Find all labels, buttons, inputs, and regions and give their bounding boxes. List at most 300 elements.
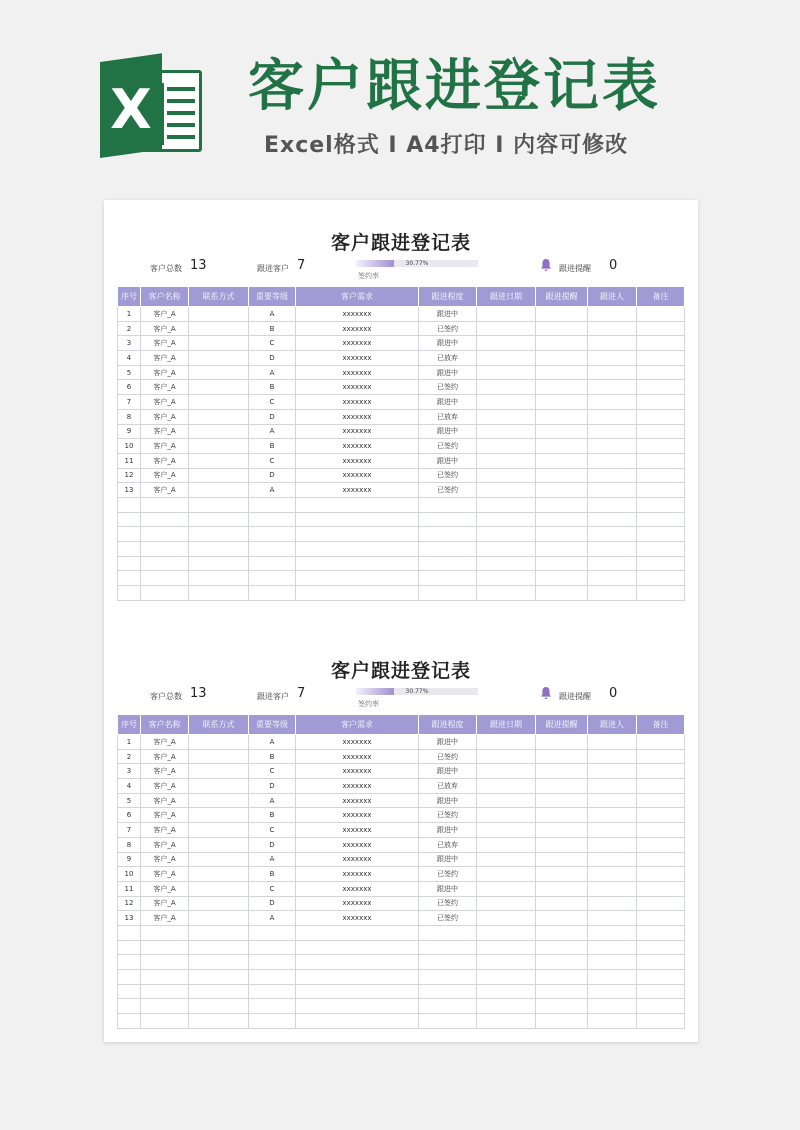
cell-col-remark[interactable] bbox=[637, 749, 685, 764]
cell-col-reminder[interactable] bbox=[536, 424, 588, 439]
cell-col-contact[interactable] bbox=[189, 749, 249, 764]
cell-col-index[interactable]: 4 bbox=[118, 351, 141, 366]
cell-col-progress[interactable]: 已签约 bbox=[419, 808, 477, 823]
cell-col-requirement[interactable] bbox=[296, 497, 419, 512]
cell-col-reminder[interactable] bbox=[536, 380, 588, 395]
cell-col-index[interactable] bbox=[118, 556, 141, 571]
cell-col-priority[interactable] bbox=[249, 940, 296, 955]
cell-col-priority[interactable]: C bbox=[249, 336, 296, 351]
cell-col-contact[interactable] bbox=[189, 999, 249, 1014]
cell-col-index[interactable]: 7 bbox=[118, 395, 141, 410]
cell-col-owner[interactable] bbox=[588, 823, 637, 838]
cell-col-owner[interactable] bbox=[588, 808, 637, 823]
cell-col-customer-name[interactable]: 客户_A bbox=[141, 380, 189, 395]
cell-col-remark[interactable] bbox=[637, 453, 685, 468]
cell-col-priority[interactable] bbox=[249, 970, 296, 985]
cell-col-index[interactable] bbox=[118, 970, 141, 985]
cell-col-reminder[interactable] bbox=[536, 735, 588, 750]
cell-col-date[interactable] bbox=[477, 970, 536, 985]
cell-col-owner[interactable] bbox=[588, 483, 637, 498]
cell-col-contact[interactable] bbox=[189, 970, 249, 985]
cell-col-remark[interactable] bbox=[637, 336, 685, 351]
cell-col-requirement[interactable]: xxxxxxx bbox=[296, 837, 419, 852]
cell-col-reminder[interactable] bbox=[536, 911, 588, 926]
cell-col-owner[interactable] bbox=[588, 351, 637, 366]
cell-col-priority[interactable]: A bbox=[249, 911, 296, 926]
cell-col-priority[interactable]: B bbox=[249, 380, 296, 395]
cell-col-priority[interactable]: A bbox=[249, 365, 296, 380]
cell-col-requirement[interactable]: xxxxxxx bbox=[296, 336, 419, 351]
cell-col-requirement[interactable]: xxxxxxx bbox=[296, 749, 419, 764]
cell-col-progress[interactable] bbox=[419, 999, 477, 1014]
cell-col-index[interactable]: 11 bbox=[118, 881, 141, 896]
cell-col-requirement[interactable]: xxxxxxx bbox=[296, 793, 419, 808]
cell-col-contact[interactable] bbox=[189, 984, 249, 999]
cell-col-requirement[interactable]: xxxxxxx bbox=[296, 867, 419, 882]
cell-col-progress[interactable]: 已放弃 bbox=[419, 351, 477, 366]
cell-col-priority[interactable] bbox=[249, 955, 296, 970]
cell-col-owner[interactable] bbox=[588, 749, 637, 764]
cell-col-index[interactable] bbox=[118, 527, 141, 542]
cell-col-remark[interactable] bbox=[637, 409, 685, 424]
cell-col-progress[interactable]: 已放弃 bbox=[419, 837, 477, 852]
cell-col-owner[interactable] bbox=[588, 542, 637, 557]
cell-col-date[interactable] bbox=[477, 424, 536, 439]
cell-col-index[interactable]: 1 bbox=[118, 735, 141, 750]
cell-col-owner[interactable] bbox=[588, 896, 637, 911]
cell-col-contact[interactable] bbox=[189, 586, 249, 601]
cell-col-progress[interactable]: 跟进中 bbox=[419, 764, 477, 779]
cell-col-requirement[interactable] bbox=[296, 512, 419, 527]
cell-col-remark[interactable] bbox=[637, 911, 685, 926]
cell-col-date[interactable] bbox=[477, 365, 536, 380]
cell-col-reminder[interactable] bbox=[536, 852, 588, 867]
cell-col-index[interactable]: 11 bbox=[118, 453, 141, 468]
cell-col-contact[interactable] bbox=[189, 439, 249, 454]
cell-col-progress[interactable]: 跟进中 bbox=[419, 336, 477, 351]
cell-col-requirement[interactable] bbox=[296, 527, 419, 542]
cell-col-contact[interactable] bbox=[189, 512, 249, 527]
cell-col-index[interactable] bbox=[118, 586, 141, 601]
cell-col-progress[interactable] bbox=[419, 497, 477, 512]
cell-col-priority[interactable]: C bbox=[249, 395, 296, 410]
cell-col-requirement[interactable]: xxxxxxx bbox=[296, 779, 419, 794]
cell-col-date[interactable] bbox=[477, 735, 536, 750]
cell-col-remark[interactable] bbox=[637, 542, 685, 557]
cell-col-reminder[interactable] bbox=[536, 351, 588, 366]
cell-col-index[interactable]: 2 bbox=[118, 749, 141, 764]
cell-col-date[interactable] bbox=[477, 808, 536, 823]
cell-col-remark[interactable] bbox=[637, 1014, 685, 1029]
cell-col-customer-name[interactable] bbox=[141, 940, 189, 955]
cell-col-priority[interactable]: D bbox=[249, 837, 296, 852]
cell-col-reminder[interactable] bbox=[536, 837, 588, 852]
cell-col-date[interactable] bbox=[477, 439, 536, 454]
cell-col-date[interactable] bbox=[477, 852, 536, 867]
cell-col-progress[interactable]: 跟进中 bbox=[419, 793, 477, 808]
cell-col-requirement[interactable] bbox=[296, 970, 419, 985]
cell-col-index[interactable]: 5 bbox=[118, 793, 141, 808]
cell-col-customer-name[interactable]: 客户_A bbox=[141, 793, 189, 808]
cell-col-reminder[interactable] bbox=[536, 395, 588, 410]
cell-col-reminder[interactable] bbox=[536, 779, 588, 794]
cell-col-progress[interactable] bbox=[419, 571, 477, 586]
cell-col-reminder[interactable] bbox=[536, 881, 588, 896]
cell-col-progress[interactable]: 已签约 bbox=[419, 483, 477, 498]
cell-col-owner[interactable] bbox=[588, 999, 637, 1014]
cell-col-progress[interactable]: 跟进中 bbox=[419, 395, 477, 410]
cell-col-index[interactable]: 5 bbox=[118, 365, 141, 380]
cell-col-requirement[interactable]: xxxxxxx bbox=[296, 735, 419, 750]
cell-col-reminder[interactable] bbox=[536, 512, 588, 527]
cell-col-contact[interactable] bbox=[189, 424, 249, 439]
cell-col-date[interactable] bbox=[477, 380, 536, 395]
cell-col-remark[interactable] bbox=[637, 380, 685, 395]
cell-col-owner[interactable] bbox=[588, 955, 637, 970]
cell-col-priority[interactable]: C bbox=[249, 823, 296, 838]
cell-col-requirement[interactable]: xxxxxxx bbox=[296, 351, 419, 366]
cell-col-date[interactable] bbox=[477, 999, 536, 1014]
cell-col-contact[interactable] bbox=[189, 940, 249, 955]
cell-col-date[interactable] bbox=[477, 925, 536, 940]
cell-col-priority[interactable] bbox=[249, 497, 296, 512]
cell-col-customer-name[interactable]: 客户_A bbox=[141, 911, 189, 926]
cell-col-reminder[interactable] bbox=[536, 984, 588, 999]
cell-col-date[interactable] bbox=[477, 749, 536, 764]
cell-col-progress[interactable]: 已放弃 bbox=[419, 779, 477, 794]
cell-col-remark[interactable] bbox=[637, 365, 685, 380]
cell-col-customer-name[interactable] bbox=[141, 955, 189, 970]
cell-col-index[interactable]: 6 bbox=[118, 808, 141, 823]
cell-col-contact[interactable] bbox=[189, 955, 249, 970]
cell-col-customer-name[interactable]: 客户_A bbox=[141, 468, 189, 483]
cell-col-progress[interactable] bbox=[419, 955, 477, 970]
cell-col-priority[interactable]: D bbox=[249, 896, 296, 911]
cell-col-remark[interactable] bbox=[637, 896, 685, 911]
cell-col-contact[interactable] bbox=[189, 925, 249, 940]
cell-col-priority[interactable]: D bbox=[249, 779, 296, 794]
cell-col-date[interactable] bbox=[477, 336, 536, 351]
cell-col-remark[interactable] bbox=[637, 586, 685, 601]
cell-col-requirement[interactable] bbox=[296, 925, 419, 940]
cell-col-requirement[interactable]: xxxxxxx bbox=[296, 424, 419, 439]
cell-col-customer-name[interactable]: 客户_A bbox=[141, 483, 189, 498]
cell-col-date[interactable] bbox=[477, 512, 536, 527]
cell-col-reminder[interactable] bbox=[536, 808, 588, 823]
cell-col-owner[interactable] bbox=[588, 409, 637, 424]
cell-col-contact[interactable] bbox=[189, 556, 249, 571]
cell-col-reminder[interactable] bbox=[536, 439, 588, 454]
cell-col-remark[interactable] bbox=[637, 527, 685, 542]
cell-col-index[interactable]: 10 bbox=[118, 439, 141, 454]
cell-col-progress[interactable]: 已签约 bbox=[419, 911, 477, 926]
cell-col-customer-name[interactable] bbox=[141, 925, 189, 940]
cell-col-date[interactable] bbox=[477, 483, 536, 498]
cell-col-remark[interactable] bbox=[637, 867, 685, 882]
cell-col-progress[interactable]: 已放弃 bbox=[419, 409, 477, 424]
cell-col-remark[interactable] bbox=[637, 468, 685, 483]
cell-col-progress[interactable]: 已签约 bbox=[419, 867, 477, 882]
cell-col-remark[interactable] bbox=[637, 925, 685, 940]
cell-col-customer-name[interactable]: 客户_A bbox=[141, 424, 189, 439]
cell-col-reminder[interactable] bbox=[536, 527, 588, 542]
cell-col-priority[interactable]: C bbox=[249, 453, 296, 468]
cell-col-requirement[interactable] bbox=[296, 586, 419, 601]
cell-col-index[interactable] bbox=[118, 999, 141, 1014]
cell-col-priority[interactable] bbox=[249, 512, 296, 527]
cell-col-owner[interactable] bbox=[588, 512, 637, 527]
cell-col-requirement[interactable]: xxxxxxx bbox=[296, 395, 419, 410]
cell-col-customer-name[interactable]: 客户_A bbox=[141, 409, 189, 424]
cell-col-priority[interactable] bbox=[249, 542, 296, 557]
cell-col-reminder[interactable] bbox=[536, 468, 588, 483]
cell-col-owner[interactable] bbox=[588, 793, 637, 808]
cell-col-customer-name[interactable] bbox=[141, 527, 189, 542]
cell-col-owner[interactable] bbox=[588, 852, 637, 867]
cell-col-customer-name[interactable]: 客户_A bbox=[141, 321, 189, 336]
cell-col-priority[interactable]: D bbox=[249, 409, 296, 424]
cell-col-remark[interactable] bbox=[637, 497, 685, 512]
cell-col-remark[interactable] bbox=[637, 483, 685, 498]
cell-col-reminder[interactable] bbox=[536, 896, 588, 911]
cell-col-requirement[interactable] bbox=[296, 556, 419, 571]
cell-col-customer-name[interactable]: 客户_A bbox=[141, 453, 189, 468]
cell-col-customer-name[interactable]: 客户_A bbox=[141, 351, 189, 366]
cell-col-progress[interactable]: 跟进中 bbox=[419, 881, 477, 896]
cell-col-date[interactable] bbox=[477, 955, 536, 970]
cell-col-progress[interactable] bbox=[419, 1014, 477, 1029]
cell-col-reminder[interactable] bbox=[536, 940, 588, 955]
cell-col-index[interactable] bbox=[118, 955, 141, 970]
cell-col-remark[interactable] bbox=[637, 955, 685, 970]
cell-col-customer-name[interactable] bbox=[141, 1014, 189, 1029]
cell-col-contact[interactable] bbox=[189, 453, 249, 468]
cell-col-customer-name[interactable]: 客户_A bbox=[141, 808, 189, 823]
cell-col-contact[interactable] bbox=[189, 483, 249, 498]
cell-col-contact[interactable] bbox=[189, 764, 249, 779]
cell-col-date[interactable] bbox=[477, 586, 536, 601]
cell-col-customer-name[interactable] bbox=[141, 970, 189, 985]
cell-col-progress[interactable] bbox=[419, 512, 477, 527]
cell-col-contact[interactable] bbox=[189, 336, 249, 351]
cell-col-owner[interactable] bbox=[588, 925, 637, 940]
cell-col-index[interactable] bbox=[118, 984, 141, 999]
cell-col-progress[interactable] bbox=[419, 586, 477, 601]
cell-col-progress[interactable]: 已签约 bbox=[419, 380, 477, 395]
cell-col-priority[interactable]: C bbox=[249, 764, 296, 779]
cell-col-date[interactable] bbox=[477, 940, 536, 955]
cell-col-contact[interactable] bbox=[189, 1014, 249, 1029]
cell-col-requirement[interactable] bbox=[296, 940, 419, 955]
cell-col-customer-name[interactable] bbox=[141, 999, 189, 1014]
cell-col-reminder[interactable] bbox=[536, 556, 588, 571]
cell-col-priority[interactable] bbox=[249, 999, 296, 1014]
cell-col-contact[interactable] bbox=[189, 852, 249, 867]
cell-col-date[interactable] bbox=[477, 556, 536, 571]
cell-col-progress[interactable] bbox=[419, 925, 477, 940]
cell-col-remark[interactable] bbox=[637, 571, 685, 586]
cell-col-date[interactable] bbox=[477, 395, 536, 410]
cell-col-owner[interactable] bbox=[588, 380, 637, 395]
cell-col-progress[interactable]: 已签约 bbox=[419, 749, 477, 764]
cell-col-index[interactable] bbox=[118, 512, 141, 527]
cell-col-owner[interactable] bbox=[588, 764, 637, 779]
cell-col-customer-name[interactable]: 客户_A bbox=[141, 764, 189, 779]
cell-col-owner[interactable] bbox=[588, 497, 637, 512]
cell-col-customer-name[interactable] bbox=[141, 556, 189, 571]
cell-col-contact[interactable] bbox=[189, 571, 249, 586]
cell-col-reminder[interactable] bbox=[536, 483, 588, 498]
cell-col-remark[interactable] bbox=[637, 321, 685, 336]
cell-col-priority[interactable]: C bbox=[249, 881, 296, 896]
cell-col-remark[interactable] bbox=[637, 307, 685, 322]
cell-col-requirement[interactable] bbox=[296, 984, 419, 999]
cell-col-index[interactable]: 2 bbox=[118, 321, 141, 336]
cell-col-customer-name[interactable] bbox=[141, 542, 189, 557]
cell-col-owner[interactable] bbox=[588, 439, 637, 454]
cell-col-priority[interactable]: A bbox=[249, 735, 296, 750]
cell-col-contact[interactable] bbox=[189, 395, 249, 410]
cell-col-progress[interactable] bbox=[419, 970, 477, 985]
cell-col-customer-name[interactable]: 客户_A bbox=[141, 395, 189, 410]
cell-col-requirement[interactable] bbox=[296, 999, 419, 1014]
cell-col-progress[interactable] bbox=[419, 527, 477, 542]
cell-col-customer-name[interactable]: 客户_A bbox=[141, 307, 189, 322]
cell-col-date[interactable] bbox=[477, 793, 536, 808]
cell-col-reminder[interactable] bbox=[536, 453, 588, 468]
cell-col-index[interactable]: 8 bbox=[118, 837, 141, 852]
cell-col-contact[interactable] bbox=[189, 823, 249, 838]
cell-col-date[interactable] bbox=[477, 896, 536, 911]
cell-col-priority[interactable] bbox=[249, 556, 296, 571]
cell-col-remark[interactable] bbox=[637, 556, 685, 571]
cell-col-date[interactable] bbox=[477, 321, 536, 336]
cell-col-progress[interactable]: 已签约 bbox=[419, 321, 477, 336]
cell-col-priority[interactable]: B bbox=[249, 321, 296, 336]
cell-col-reminder[interactable] bbox=[536, 793, 588, 808]
cell-col-date[interactable] bbox=[477, 307, 536, 322]
cell-col-owner[interactable] bbox=[588, 527, 637, 542]
cell-col-index[interactable] bbox=[118, 925, 141, 940]
cell-col-owner[interactable] bbox=[588, 365, 637, 380]
cell-col-reminder[interactable] bbox=[536, 321, 588, 336]
cell-col-owner[interactable] bbox=[588, 395, 637, 410]
cell-col-index[interactable]: 1 bbox=[118, 307, 141, 322]
cell-col-owner[interactable] bbox=[588, 336, 637, 351]
cell-col-progress[interactable] bbox=[419, 940, 477, 955]
cell-col-date[interactable] bbox=[477, 867, 536, 882]
cell-col-requirement[interactable] bbox=[296, 955, 419, 970]
cell-col-index[interactable]: 7 bbox=[118, 823, 141, 838]
cell-col-requirement[interactable]: xxxxxxx bbox=[296, 896, 419, 911]
cell-col-contact[interactable] bbox=[189, 307, 249, 322]
cell-col-index[interactable]: 13 bbox=[118, 911, 141, 926]
cell-col-reminder[interactable] bbox=[536, 542, 588, 557]
cell-col-priority[interactable]: B bbox=[249, 439, 296, 454]
cell-col-contact[interactable] bbox=[189, 867, 249, 882]
cell-col-date[interactable] bbox=[477, 571, 536, 586]
cell-col-priority[interactable] bbox=[249, 925, 296, 940]
cell-col-index[interactable]: 3 bbox=[118, 764, 141, 779]
cell-col-owner[interactable] bbox=[588, 586, 637, 601]
cell-col-index[interactable] bbox=[118, 542, 141, 557]
cell-col-progress[interactable] bbox=[419, 984, 477, 999]
cell-col-progress[interactable]: 已签约 bbox=[419, 439, 477, 454]
cell-col-index[interactable]: 4 bbox=[118, 779, 141, 794]
cell-col-requirement[interactable]: xxxxxxx bbox=[296, 808, 419, 823]
cell-col-date[interactable] bbox=[477, 779, 536, 794]
cell-col-priority[interactable]: A bbox=[249, 793, 296, 808]
cell-col-date[interactable] bbox=[477, 542, 536, 557]
cell-col-reminder[interactable] bbox=[536, 1014, 588, 1029]
cell-col-owner[interactable] bbox=[588, 571, 637, 586]
cell-col-date[interactable] bbox=[477, 911, 536, 926]
cell-col-date[interactable] bbox=[477, 453, 536, 468]
cell-col-reminder[interactable] bbox=[536, 365, 588, 380]
cell-col-contact[interactable] bbox=[189, 911, 249, 926]
cell-col-reminder[interactable] bbox=[536, 749, 588, 764]
cell-col-owner[interactable] bbox=[588, 881, 637, 896]
cell-col-owner[interactable] bbox=[588, 1014, 637, 1029]
cell-col-reminder[interactable] bbox=[536, 823, 588, 838]
cell-col-index[interactable]: 12 bbox=[118, 468, 141, 483]
cell-col-reminder[interactable] bbox=[536, 409, 588, 424]
cell-col-priority[interactable]: A bbox=[249, 424, 296, 439]
cell-col-reminder[interactable] bbox=[536, 586, 588, 601]
cell-col-date[interactable] bbox=[477, 351, 536, 366]
cell-col-reminder[interactable] bbox=[536, 497, 588, 512]
cell-col-date[interactable] bbox=[477, 823, 536, 838]
cell-col-progress[interactable] bbox=[419, 556, 477, 571]
cell-col-index[interactable] bbox=[118, 1014, 141, 1029]
cell-col-date[interactable] bbox=[477, 1014, 536, 1029]
cell-col-date[interactable] bbox=[477, 764, 536, 779]
cell-col-owner[interactable] bbox=[588, 321, 637, 336]
cell-col-customer-name[interactable]: 客户_A bbox=[141, 823, 189, 838]
cell-col-owner[interactable] bbox=[588, 453, 637, 468]
cell-col-reminder[interactable] bbox=[536, 336, 588, 351]
cell-col-progress[interactable]: 跟进中 bbox=[419, 735, 477, 750]
cell-col-requirement[interactable]: xxxxxxx bbox=[296, 764, 419, 779]
cell-col-priority[interactable] bbox=[249, 984, 296, 999]
cell-col-reminder[interactable] bbox=[536, 925, 588, 940]
cell-col-requirement[interactable]: xxxxxxx bbox=[296, 307, 419, 322]
cell-col-progress[interactable]: 跟进中 bbox=[419, 307, 477, 322]
cell-col-owner[interactable] bbox=[588, 940, 637, 955]
cell-col-contact[interactable] bbox=[189, 365, 249, 380]
cell-col-owner[interactable] bbox=[588, 867, 637, 882]
cell-col-contact[interactable] bbox=[189, 321, 249, 336]
cell-col-customer-name[interactable]: 客户_A bbox=[141, 867, 189, 882]
cell-col-date[interactable] bbox=[477, 837, 536, 852]
cell-col-index[interactable]: 12 bbox=[118, 896, 141, 911]
cell-col-requirement[interactable] bbox=[296, 542, 419, 557]
cell-col-contact[interactable] bbox=[189, 735, 249, 750]
cell-col-contact[interactable] bbox=[189, 896, 249, 911]
cell-col-index[interactable]: 10 bbox=[118, 867, 141, 882]
cell-col-customer-name[interactable] bbox=[141, 497, 189, 512]
cell-col-remark[interactable] bbox=[637, 351, 685, 366]
cell-col-requirement[interactable]: xxxxxxx bbox=[296, 380, 419, 395]
cell-col-owner[interactable] bbox=[588, 779, 637, 794]
cell-col-customer-name[interactable]: 客户_A bbox=[141, 735, 189, 750]
cell-col-remark[interactable] bbox=[637, 395, 685, 410]
cell-col-progress[interactable]: 跟进中 bbox=[419, 823, 477, 838]
cell-col-remark[interactable] bbox=[637, 881, 685, 896]
cell-col-date[interactable] bbox=[477, 497, 536, 512]
cell-col-priority[interactable] bbox=[249, 571, 296, 586]
cell-col-priority[interactable]: B bbox=[249, 749, 296, 764]
